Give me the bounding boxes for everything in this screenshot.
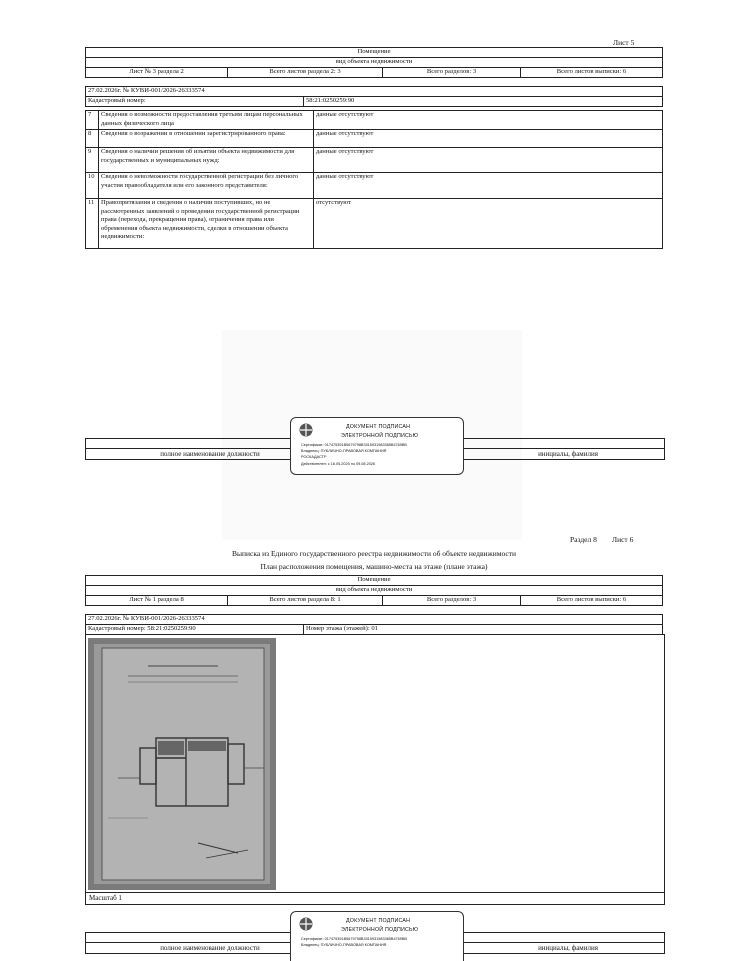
row-label: Сведения о наличии решения об изъятии объекта недвижимости для государственных и муниципальных нужд: [99,148,314,173]
cadastral-table [85,86,663,107]
stamp-owner: Владелец: ПУБЛИЧНО-ПРАВОВАЯ КОМПАНИЯ [301,449,387,453]
row-number: 7 [86,111,99,130]
cadastral-number: Кадастровый номер: 58:21:0250259:90 [86,625,304,635]
row-label: Сведения о возможности предоставления третьим лицам персональных данных физического лица [99,111,314,130]
sheet-info-cell: Лист № 3 раздела 2 [86,68,228,78]
table-row [86,173,663,199]
stamp-subtitle: ЭЛЕКТРОННОЙ ПОДПИСЬЮ [341,433,419,439]
stamp-owner: Владелец: ПУБЛИЧНО-ПРАВОВАЯ КОМПАНИЯ [301,943,387,947]
sheet-info-cell: Всего листов выписки: 6 [521,596,663,606]
row-number: 9 [86,148,99,173]
name-caption: инициалы, фамилия [538,944,598,952]
row-value: данные отсутствуют [314,173,663,199]
sheet-info-cell: Всего разделов: 3 [383,68,521,78]
section-label: Раздел 8 [570,535,597,544]
sheet-info-cell: Всего разделов: 3 [383,596,521,606]
table-row [86,148,663,173]
row-value: данные отсутствуют [314,111,663,130]
sheet-info-cell: Всего листов выписки: 6 [521,68,663,78]
stamp-certificate: Сертификат: 017475391B5679798B3315931983365B4769BB [301,443,407,447]
stamp-title: ДОКУМЕНТ ПОДПИСАН [346,918,411,924]
sheet-info-cell: Лист № 1 раздела 8 [86,596,228,606]
document-title: Выписка из Единого государственного реестра недвижимости об объекте недвижимости [231,549,517,558]
position-caption: полное наименование должности [160,450,260,458]
row-label: Правопритязания и сведения о наличии поступивших, но не рассмотренных заявлений о проведении государственной регистрации права (перехода, прекращения права), ограничения права или обременения объекта недвижимости, сделки в отношении объекта недвижимости: [99,199,314,249]
scale-label: Масштаб 1 [89,894,122,902]
object-header-table [85,47,663,78]
e-signature-stamp [290,911,464,961]
object-type-subtitle: вид объекта недвижимости [86,58,663,68]
sheet-label: Лист 5 [613,38,635,47]
row-label: Сведения о возражении в отношении зарегистрированного права: [99,130,314,148]
table-row [86,199,663,249]
object-type-subtitle: вид объекта недвижимости [86,586,663,596]
row-number: 11 [86,199,99,249]
stamp-certificate: Сертификат: 017475391B5679798B3315931983365B4769BB [301,937,407,941]
row-value: данные отсутствуют [314,148,663,173]
floor-number: Номер этажа (этажей): 01 [304,625,663,635]
table-row [86,111,663,130]
cadastral-number: 58:21:0250259:90 [304,97,663,107]
cadastral-table [85,614,663,635]
object-type-title: Помещение [86,576,663,586]
row-value: отсутствуют [314,199,663,249]
floor-plan-image [88,638,276,890]
document-number: 27.02.2026г. № КУВИ-001/2026-26333574 [86,87,663,97]
sheet-info-cell: Всего листов раздела 8: 1 [228,596,383,606]
floor-plan-frame [85,634,665,894]
object-type-title: Помещение [86,48,663,58]
e-signature-stamp [290,417,464,475]
name-caption: инициалы, фамилия [538,450,598,458]
records-table [85,110,663,249]
row-value: данные отсутствуют [314,130,663,148]
object-header-table [85,575,663,606]
stamp-owner-name: РОСКАДАСТР [301,455,327,459]
document-subtitle: План расположения помещения, машино-места на этаже (плане этажа) [260,562,488,571]
scale-row [85,892,665,905]
position-caption: полное наименование должности [160,944,260,952]
stamp-title: ДОКУМЕНТ ПОДПИСАН [346,424,411,430]
stamp-subtitle: ЭЛЕКТРОННОЙ ПОДПИСЬЮ [341,927,419,933]
row-number: 10 [86,173,99,199]
document-number: 27.02.2026г. № КУВИ-001/2026-26333574 [86,615,663,625]
row-number: 8 [86,130,99,148]
emblem-icon [299,423,313,437]
table-row [86,130,663,148]
row-label: Сведения о невозможности государственной регистрации без личного участия правообладателя или его законного представителя: [99,173,314,199]
stamp-validity: Действителен: с 16.05.2025 по 09.08.2026 [301,462,376,466]
sheet-label: Лист 6 [612,535,634,544]
emblem-icon [299,917,313,931]
sheet-info-cell: Всего листов раздела 2: 3 [228,68,383,78]
cadastral-label: Кадастровый номер: [86,97,304,107]
